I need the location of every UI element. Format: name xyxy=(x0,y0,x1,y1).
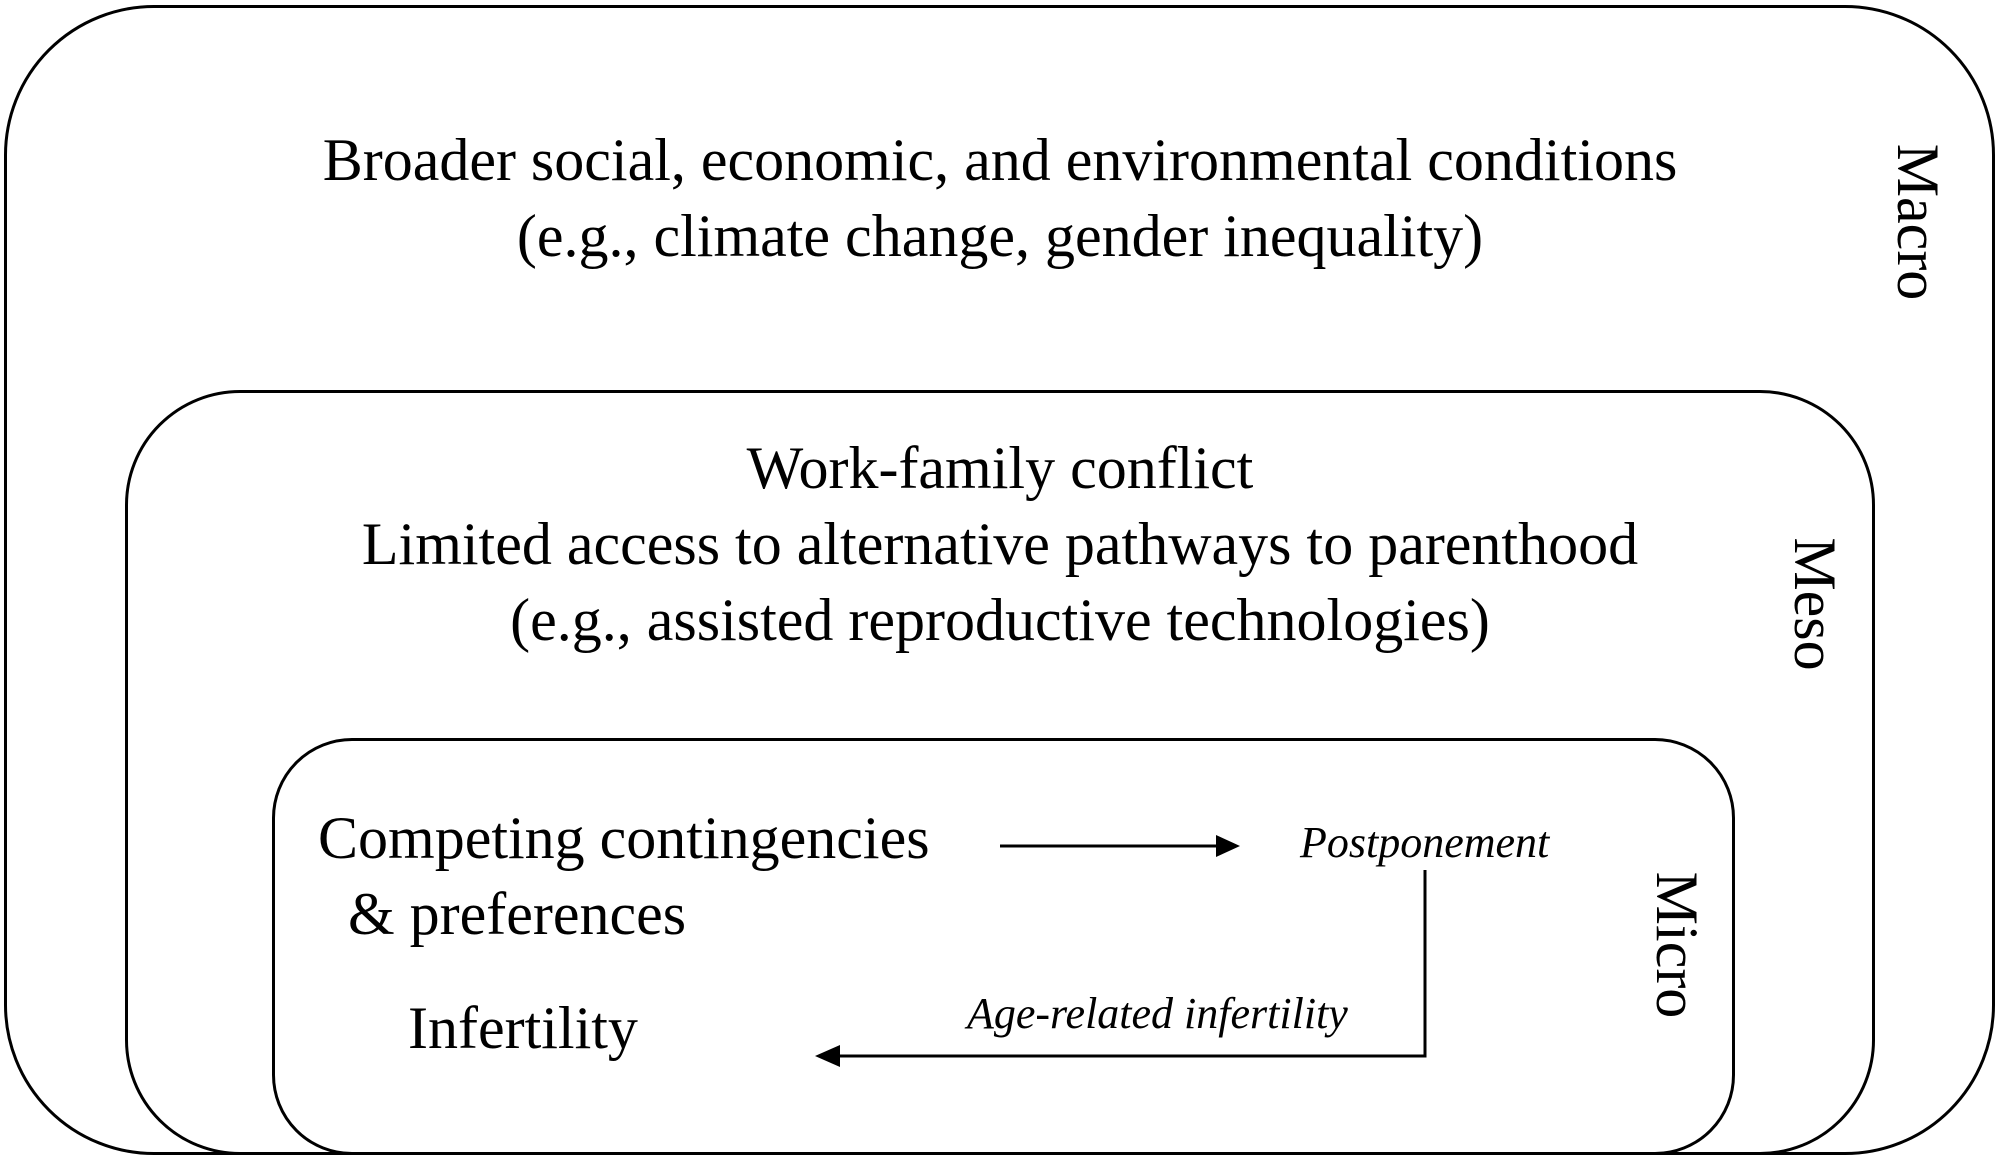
meso-label: Meso xyxy=(1782,537,1848,671)
infertility-text: Infertility xyxy=(408,995,638,1061)
micro-label: Micro xyxy=(1644,871,1710,1019)
macro-line-1: Broader social, economic, and environmental conditions xyxy=(322,127,1678,193)
macro-line-2: (e.g., climate change, gender inequality) xyxy=(516,203,1484,269)
postponement-text: Postponement xyxy=(1300,818,1550,867)
competing-contingencies-text: Competing contingencies xyxy=(318,805,930,871)
macro-label: Macro xyxy=(1885,143,1951,301)
macro-description xyxy=(0,122,2000,274)
meso-description xyxy=(0,430,2000,658)
meso-line-1: Work-family conflict xyxy=(746,435,1254,501)
age-related-infertility-text: Age-related infertility xyxy=(967,989,1348,1038)
preferences-text: & preferences xyxy=(348,881,687,947)
meso-line-3: (e.g., assisted reproductive technologies) xyxy=(510,587,1490,653)
meso-line-2: Limited access to alternative pathways to parenthood xyxy=(361,511,1639,577)
